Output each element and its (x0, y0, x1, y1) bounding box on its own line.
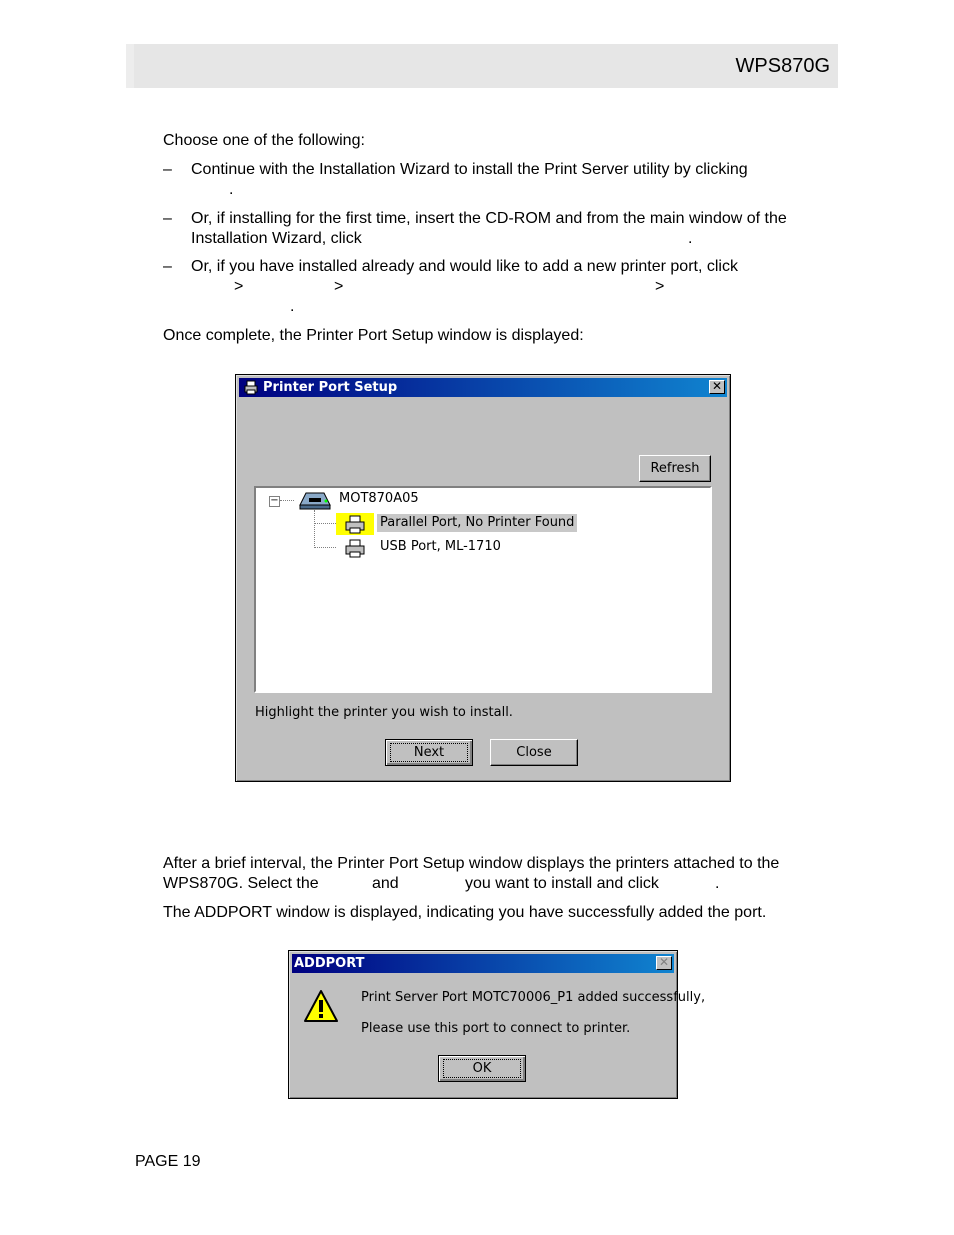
header-bar (126, 44, 838, 88)
collapse-icon[interactable]: − (270, 495, 279, 506)
title-bar (292, 954, 674, 973)
bullet-1-line-2: . (229, 181, 234, 198)
printer-port-setup-window (235, 374, 731, 782)
close-icon[interactable]: ✕ (656, 956, 672, 970)
close-button[interactable]: Close (490, 739, 578, 766)
bullet-1-line-1: Continue with the Installation Wizard to install the Print Server utility by clicking (191, 161, 748, 178)
after-interval-line-2d: . (715, 875, 720, 892)
printer-icon (243, 380, 259, 395)
tree-item-usb-port[interactable]: USB Port, ML-1710 (380, 539, 501, 554)
printer-icon (344, 538, 366, 558)
bullet-dash: – (163, 210, 172, 227)
next-button[interactable] (385, 739, 473, 766)
bullet-3-arrow-1: > (234, 278, 244, 295)
next-button-label: Next (413, 745, 445, 760)
warning-icon (303, 989, 339, 1025)
hint-text: Highlight the printer you wish to install. (255, 705, 513, 720)
document-title: WPS870G (735, 55, 830, 77)
window-title: Printer Port Setup (263, 380, 398, 395)
ok-button[interactable] (438, 1055, 526, 1082)
after-interval-line-2b: and (372, 875, 399, 892)
refresh-button[interactable]: Refresh (639, 455, 711, 482)
intro-text: Choose one of the following: (163, 132, 365, 149)
after-interval-line-2a: WPS870G. Select the (163, 875, 319, 892)
after-interval-line-1: After a brief interval, the Printer Port Setup window displays the printers attached to the (163, 855, 780, 872)
page-number: PAGE 19 (135, 1153, 201, 1170)
printer-icon (344, 514, 366, 534)
message-line-1: Print Server Port MOTC70006_P1 added successfully, (361, 990, 706, 1005)
bullet-2-line-2: Installation Wizard, click (191, 230, 362, 247)
print-server-icon (296, 489, 334, 511)
ok-button-label: OK (472, 1061, 492, 1076)
once-complete-text: Once complete, the Printer Port Setup window is displayed: (163, 327, 584, 344)
after-interval-line-2c: you want to install and click (465, 875, 659, 892)
addport-window (288, 950, 706, 1099)
bullet-2-line-1: Or, if installing for the first time, insert the CD-ROM and from the main window of the (191, 210, 787, 227)
close-icon[interactable]: ✕ (709, 380, 725, 394)
message-line-2: Please use this port to connect to printer. (361, 1021, 631, 1036)
tree-item-parallel-port[interactable]: Parallel Port, No Printer Found (377, 514, 577, 532)
bullet-dash: – (163, 258, 172, 275)
bullet-3-arrow-3: > (655, 278, 665, 295)
bullet-3-line-1: Or, if you have installed already and would like to add a new printer port, click (191, 258, 738, 275)
bullet-3-period: . (290, 298, 295, 315)
tree-root-label[interactable]: MOT870A05 (339, 491, 419, 506)
bullet-3-arrow-2: > (334, 278, 344, 295)
title-bar (239, 378, 727, 397)
bullet-2-period: . (688, 230, 693, 247)
window-title: ADDPORT (294, 956, 365, 971)
addport-description: The ADDPORT window is displayed, indicating you have successfully added the port. (163, 904, 767, 921)
printer-tree (254, 486, 712, 693)
bullet-dash: – (163, 161, 172, 178)
